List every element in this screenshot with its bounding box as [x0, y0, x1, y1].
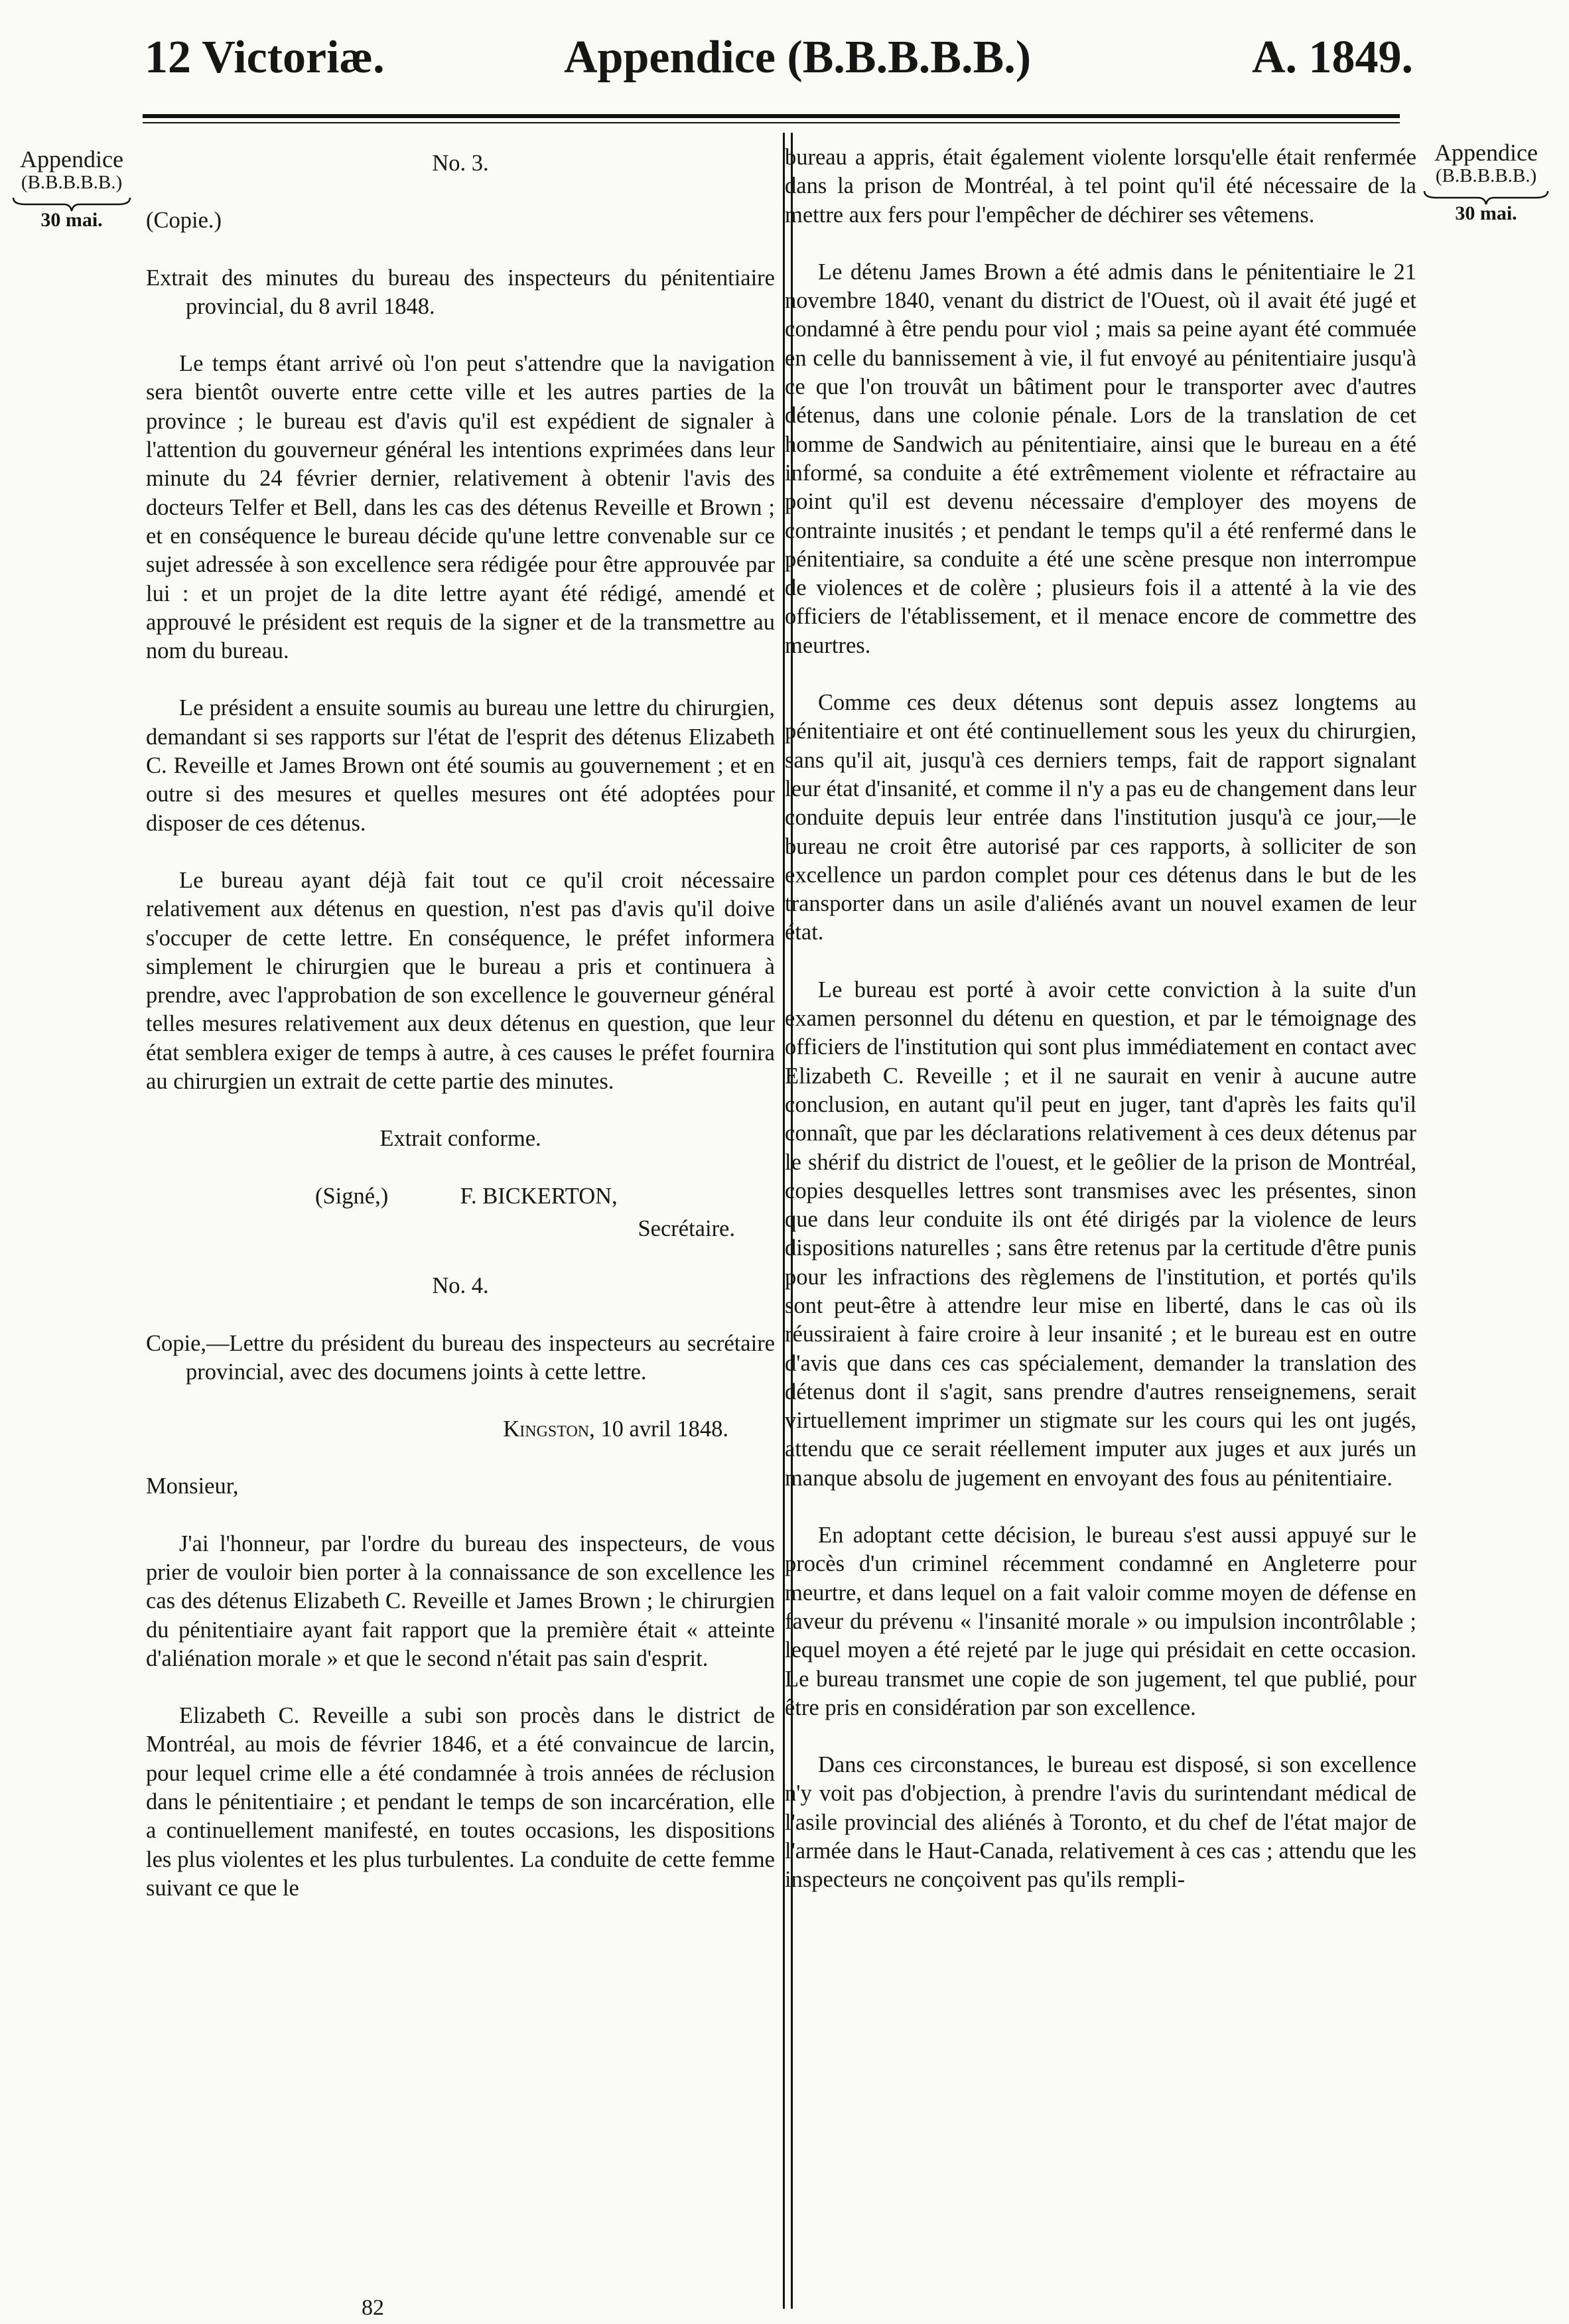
margin-note-date: 30 mai.	[1455, 202, 1517, 225]
letter-heading: Copie,—Lettre du président du bureau des inspecteurs au secrétaire provincial, avec des documens joints à cette lettre.	[146, 1330, 775, 1385]
paragraph: Dans ces circonstances, le bureau est disposé, si son excellence n'y voit pas d'objection, à prendre l'avis du surintendant médical de l'asile provincial des aliénés à Toronto, et du chef de l'état major de l'armée dans le Haut-Canada, relativement à ces cas ; attendu que les inspecteurs ne conçoivent pas qu'ils rempli-	[785, 1752, 1416, 1893]
copie-label: (Copie.)	[146, 208, 222, 234]
paragraph: En adoptant cette décision, le bureau s'est aussi appuyé sur le procès d'un criminel récemment condamné en Angleterre pour meurtre, et dans lequel on a fait valoir comme moyen de défense en faveur du prévenu « l'insanité morale » ou impulsion incontrôlable ; lequel moyen a été rejeté par le juge qui présidait en cette occasion. Le bureau transmet une copie de son jugement, tel que publié, pour être pris en considération par son excellence.	[785, 1523, 1416, 1720]
extract-conforme: Extrait conforme.	[379, 1126, 541, 1152]
salutation: Monsieur,	[146, 1473, 239, 1499]
letter-dateline	[146, 1415, 775, 1444]
header-rule-thin	[143, 122, 1400, 123]
margin-note-right	[1413, 141, 1559, 224]
header-appendix-title: Appendice (B.B.B.B.B.)	[564, 32, 1031, 83]
margin-note-title: Appendice	[20, 146, 123, 172]
signer-title: Secrétaire.	[638, 1215, 735, 1241]
paragraph: Le bureau est porté à avoir cette conviction à la suite d'un examen personnel du détenu en question, et par le témoignage des officiers de l'institution qui sont plus immédiatement en contact avec Elizabeth C. Reveille ; et il ne saurait en venir à aucune autre conclusion, en autant qu'il peut en juger, tant d'après les faits qu'il connaît, que par les déclarations relativement à ces deux détenus par le shérif du district de l'ouest, et le geôlier de la prison de Montréal, copies desquelles lettres sont transmises avec les présentes, sinon que dans leur conduite ils ont été dirigés par la violence de leurs dispositions naturelles ; sans être retenus par la certitude d'être punis pour les infractions des règlemens de l'institution, et portés qu'ils sont peut-être à attendre leur mise en liberté, dans le cas où ils réussiraient à faire croire à leur insanité ; et le bureau est en outre d'avis que dans ces cas spécialement, demander la translation des détenus dont il s'agit, sans prendre d'autres renseignemens, serait virtuellement imprimer un stigmate sur les cours qui les ont jugés, attendu que ce serait réellement imputer aux juges et aux jurés un manque absolu de jugement en envoyant des fous au pénitentiaire.	[785, 977, 1416, 1491]
header-rule-thick	[143, 114, 1400, 118]
margin-note-title: Appendice	[1434, 139, 1538, 166]
left-column	[146, 149, 775, 1903]
paragraph: Comme ces deux détenus sont depuis assez longtems au pénitentiaire et ont été continuellement sous les yeux du chirurgien, sans qu'il ait, jusqu'à ces derniers temps, fait de rapport signalant leur état d'insanité, et comme il n'y a pas eu de changement dans leur conduite depuis leur entrée dans l'institution jusqu'à ce jour,—le bureau ne croit être autorisé par ces rapports, à solliciter de son excellence un pardon complet pour ces détenus dans le but de les transporter dans un asile d'aliénés avant un nouvel examen de leur état.	[785, 690, 1416, 945]
right-column	[785, 143, 1416, 1895]
page-number: 82	[362, 2295, 384, 2320]
header-year: A. 1849.	[1251, 32, 1413, 83]
paragraph: Le détenu James Brown a été admis dans le pénitentiaire le 21 novembre 1840, venant du district de l'Ouest, où il avait été jugé et condamné à être pendu pour viol ; mais sa peine ayant été commuée en celle du bannissement à vie, il fut envoyé au pénitentiaire jusqu'à ce que l'on trouvât un bâtiment pour le transporter avec d'autres détenus, dans une colonie pénale. Lors de la translation de cet homme de Sandwich au pénitentiaire, ainsi que le bureau en a été informé, sa conduite a été extrêmement violente et réfractaire au point qu'il est devenu nécessaire d'employer des moyens de contrainte inusités ; et pendant le temps qu'il a été renfermé dans le pénitentiaire, sa conduite a été une scène presque non interrompue de violences et de colère ; plusieurs fois il a attenté à la vie des officiers de l'établissement, et il menace encore de commettre des meurtres.	[785, 259, 1416, 658]
margin-note-left	[5, 147, 138, 231]
dateline-place: Kingston,	[503, 1416, 595, 1442]
paragraph: Le bureau ayant déjà fait tout ce qu'il croit nécessaire relativement aux détenus en question, n'est pas d'avis qu'il doive s'occuper de cette lettre. En conséquence, le préfet informera simplement le chirurgien que le bureau a pris et continuera à prendre, avec l'approbation de son excellence le gouverneur général telles mesures relativement aux deux détenus en question, que leur état semblera exiger de temps à autre, à ces causes le préfet fournira au chirurgien un extrait de cette partie des minutes.	[146, 867, 775, 1095]
document-number-3: No. 3.	[432, 151, 489, 176]
signer-name: F. BICKERTON,	[460, 1183, 618, 1209]
document-number-4: No. 4.	[432, 1273, 489, 1299]
paragraph: Elizabeth C. Reveille a subi son procès dans le district de Montréal, au mois de février 1846, et a été convaincue de larcin, pour lequel crime elle a été condamnée à trois années de réclusion dans le pénitentiaire ; et pendant le temps de son incarcération, elle a continuellement manifesté, en toutes occasions, les dispositions les plus violentes et les plus turbulentes. La conduite de cette femme suivant ce que le	[146, 1703, 775, 1901]
dateline-date: 10 avril 1848.	[600, 1416, 728, 1442]
page-header	[0, 34, 1569, 107]
margin-note-date: 30 mai.	[40, 209, 103, 232]
paragraph: Le président a ensuite soumis au bureau une lettre du chirurgien, demandant si ses rapports sur l'état de l'esprit des détenus Elizabeth C. Reveille et James Brown ont été soumis au gouvernement ; et en outre si des mesures et quelles mesures ont été adoptées pour disposer de ces détenus.	[146, 695, 775, 836]
paragraph: J'ai l'honneur, par l'ordre du bureau des inspecteurs, de vous prier de vouloir bien porter à la connaissance de son excellence les cas des détenus Elizabeth C. Reveille et James Brown ; le chirurgien du pénitentiaire ayant fait rapport que la première était « atteinte d'aliénation morale » et que le second n'était pas sain d'esprit.	[146, 1531, 775, 1671]
margin-note-subtitle: (B.B.B.B.B.)	[1435, 165, 1537, 186]
header-regnal-year: 12 Victoriæ.	[145, 32, 385, 83]
signed-label: (Signé,)	[315, 1183, 389, 1209]
signature-line	[146, 1182, 775, 1211]
paragraph-continuation: bureau a appris, était également violente lorsqu'elle était renfermée dans la prison de Montréal, à tel point qu'il été nécessaire de la mettre aux fers pour l'empêcher de déchirer ses vêtemens.	[785, 145, 1416, 228]
margin-note-subtitle: (B.B.B.B.B.)	[21, 171, 123, 193]
extract-heading: Extrait des minutes du bureau des inspecteurs du pénitentiaire provincial, du 8 avril 1848.	[146, 265, 775, 319]
paragraph: Le temps étant arrivé où l'on peut s'attendre que la navigation sera bientôt ouverte entre cette ville et les autres parties de la province ; le bureau est d'avis qu'il est expédient de signaler à l'attention du gouverneur général les intentions exprimées dans leur minute du 24 février dernier, relativement à obtenir l'avis des docteurs Telfer et Bell, dans les cas des détenus Reveille et Brown ; et en conséquence le bureau décide qu'une lettre convenable sur ce sujet adressée à son excellence sera rédigée pour être approuvée par lui : et un projet de la dite lettre ayant été rédigé, amendé et approuvé le président est requis de la signer et de la transmettre au nom du bureau.	[146, 351, 775, 664]
